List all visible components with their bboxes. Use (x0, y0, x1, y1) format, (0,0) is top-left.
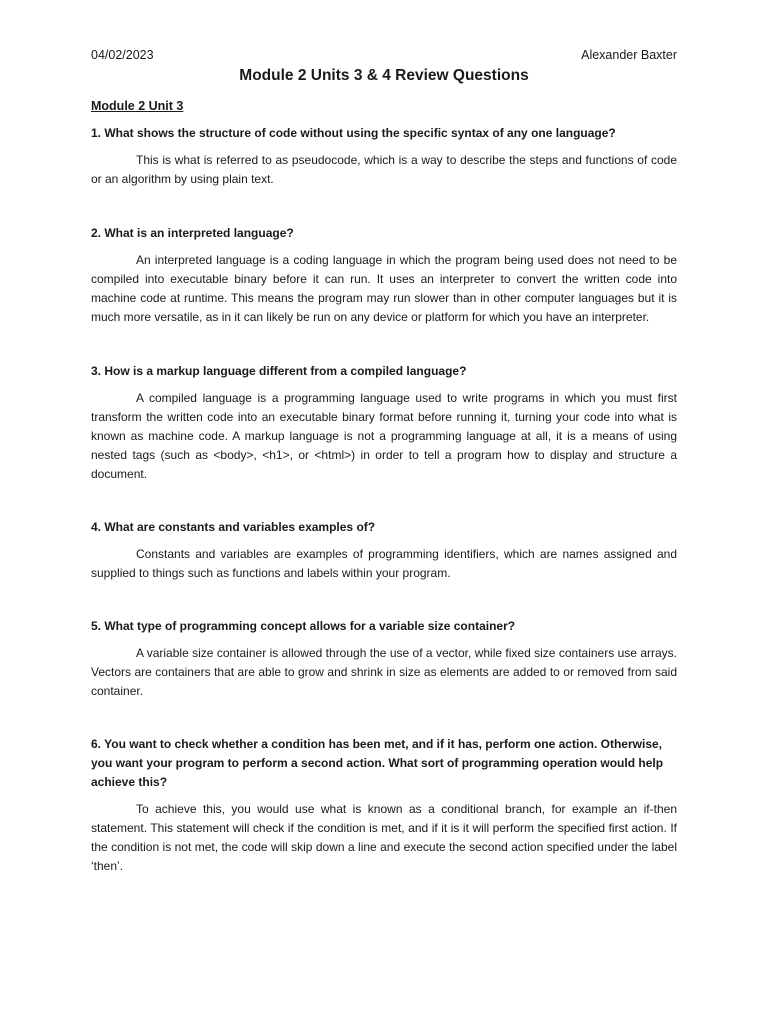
answer-5: A variable size container is allowed through the use of a vector, while fixed size containers use arrays. Vectors are containers that are able to grow and shrink in size as elements are added to or removed from said container. (91, 646, 677, 698)
question-block-6 (91, 735, 677, 876)
question-block-1 (91, 124, 677, 189)
document-page (91, 46, 677, 876)
answer-1: This is what is referred to as pseudocode, which is a way to describe the steps and functions of code or an algorithm by using plain text. (91, 153, 677, 186)
answer-2: An interpreted language is a coding language in which the program being used does not need to be compiled into executable binary before it can run. It uses an interpreter to convert the written code into machine code at runtime. This means the program may run slower than in other computer languages but it is much more versatile, as in it can likely be run on any device or platform for which you have an interpreter. (91, 253, 677, 324)
answer-6: To achieve this, you would use what is known as a conditional branch, for example an if-then statement. This statement will check if the condition is met, and if it is it will perform the specified first action. If the condition is not met, the code will skip down a line and execute the second action specified under the label ‘then’. (91, 802, 677, 873)
document-author: Alexander Baxter (581, 48, 677, 62)
question-block-4 (91, 518, 677, 583)
answer-3: A compiled language is a programming language used to write programs in which you must first transform the written code into an executable binary format before running it, turning your code into what is known as machine code. A markup language is not a programming language at all, it is a means of using nested tags (such as <body>, <h1>, or <html>) in order to tell a program how to display and structure a document. (91, 391, 677, 481)
question-3: 3. How is a markup language different from a compiled language? (91, 364, 467, 378)
document-date: 04/02/2023 (91, 48, 154, 62)
answer-4: Constants and variables are examples of programming identifiers, which are names assigned and supplied to things such as functions and labels within your program. (91, 547, 677, 580)
question-1: 1. What shows the structure of code without using the specific syntax of any one language? (91, 126, 616, 140)
document-header (91, 46, 677, 64)
question-4: 4. What are constants and variables examples of? (91, 520, 376, 534)
question-5: 5. What type of programming concept allows for a variable size container? (91, 619, 516, 633)
question-block-5 (91, 617, 677, 701)
unit-heading: Module 2 Unit 3 (91, 99, 184, 113)
question-block-3 (91, 362, 677, 484)
question-block-2 (91, 224, 677, 327)
document-title: Module 2 Units 3 & 4 Review Questions (239, 67, 529, 84)
question-2: 2. What is an interpreted language? (91, 226, 294, 240)
question-6: 6. You want to check whether a condition has been met, and if it has, perform one action. Otherwise, you want your program to perform a second action. What sort of programming operation would help achieve this? (91, 737, 664, 789)
